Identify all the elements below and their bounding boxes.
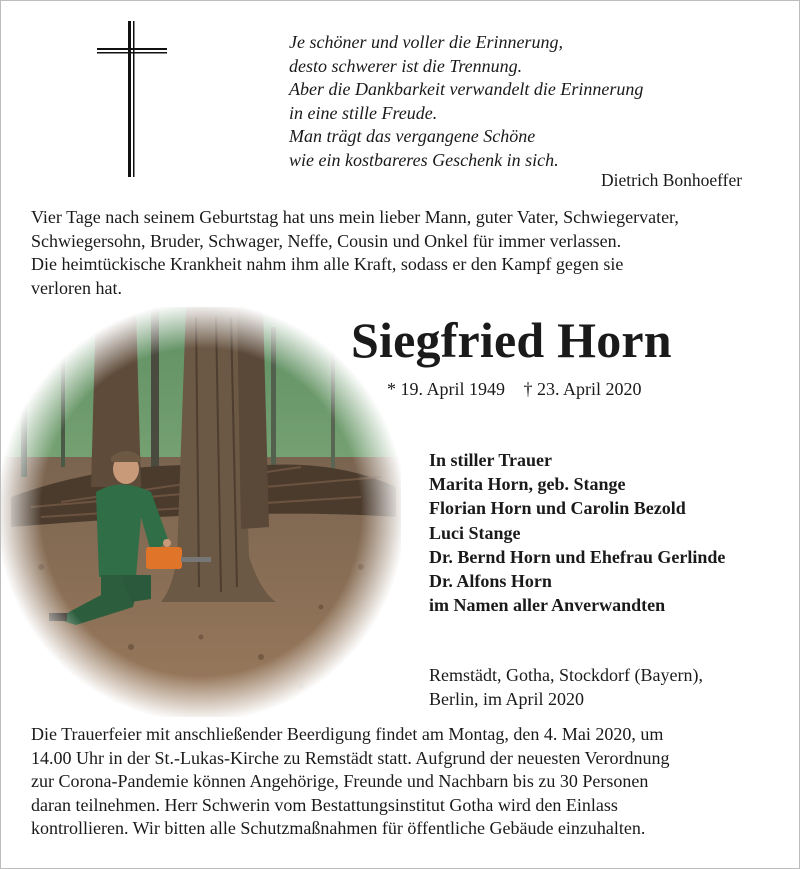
- poem-line: Man trägt das vergangene Schöne: [289, 126, 536, 147]
- funeral-line: kontrollieren. Wir bitten alle Schutzmaßnahmen für öffentliche Gebäude einzuhalten.: [31, 818, 646, 839]
- funeral-line: daran teilnehmen. Herr Schwerin vom Bestattungsinstitut Gotha wird den Einlass: [31, 794, 618, 815]
- mourner-line: Florian Horn und Carolin Bezold: [429, 498, 686, 519]
- poem-author: Dietrich Bonhoeffer: [601, 170, 743, 190]
- poem-line: desto schwerer ist die Trennung.: [289, 55, 523, 76]
- funeral-info: [31, 723, 791, 841]
- death-date: † 23. April 2020: [523, 379, 642, 399]
- intro-line: Die heimtückische Krankheit nahm ihm alle Kraft, sodass er den Kampf gegen sie: [31, 254, 624, 275]
- cross-icon: [97, 21, 167, 177]
- intro-line: Vier Tage nach seinem Geburtstag hat uns mein lieber Mann, guter Vater, Schwiegervater,: [31, 207, 679, 227]
- place-line: Remstädt, Gotha, Stockdorf (Bayern),: [429, 665, 703, 685]
- mourner-line: im Namen aller Anverwandten: [429, 595, 666, 616]
- mourner-line: Dr. Alfons Horn: [429, 571, 552, 592]
- forest-photo: [1, 307, 401, 717]
- poem-line: in eine stille Freude.: [289, 102, 438, 123]
- funeral-line: Die Trauerfeier mit anschließender Beerdigung findet am Montag, den 4. Mai 2020, um: [31, 724, 664, 744]
- mourners-list: [429, 448, 725, 617]
- place-date: [429, 664, 703, 711]
- mourner-line: Luci Stange: [429, 522, 521, 543]
- poem-line: Je schöner und voller die Erinnerung,: [289, 32, 563, 52]
- poem-line: wie ein kostbareres Geschenk in sich.: [289, 149, 559, 170]
- life-dates: [387, 379, 656, 400]
- intro-line: Schwiegersohn, Bruder, Schwager, Neffe, Cousin und Onkel für immer verlassen.: [31, 230, 622, 251]
- mourner-line: Marita Horn, geb. Stange: [429, 474, 626, 495]
- birth-date: * 19. April 1949: [387, 379, 506, 399]
- poem: [289, 31, 759, 173]
- intro-line: verloren hat.: [31, 277, 122, 298]
- deceased-name: Siegfried Horn: [351, 312, 672, 368]
- intro-text: [31, 206, 791, 300]
- funeral-line: zur Corona-Pandemie können Angehörige, Freunde und Nachbarn bis zu 30 Personen: [31, 771, 649, 792]
- poem-line: Aber die Dankbarkeit verwandelt die Erinnerung: [289, 79, 644, 100]
- place-line: Berlin, im April 2020: [429, 688, 584, 709]
- funeral-line: 14.00 Uhr in der St.-Lukas-Kirche zu Remstädt statt. Aufgrund der neuesten Verordnung: [31, 747, 670, 768]
- mourner-line: Dr. Bernd Horn und Ehefrau Gerlinde: [429, 546, 726, 567]
- mourner-line: In stiller Trauer: [429, 450, 552, 470]
